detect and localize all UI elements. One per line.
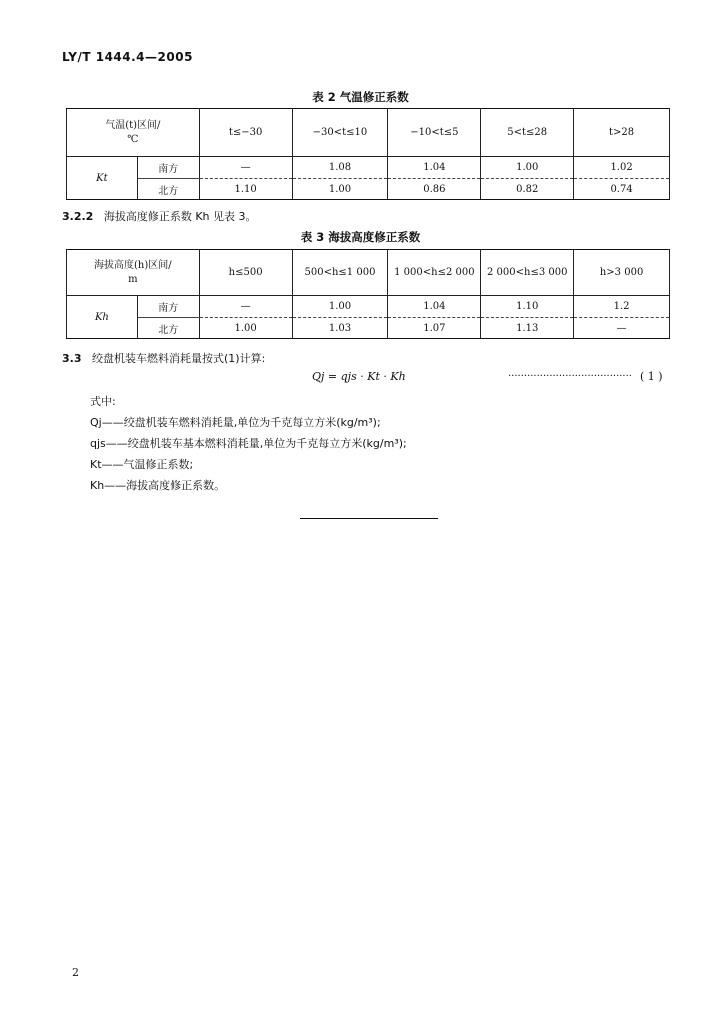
paragraph-3-3-number: 3.3 xyxy=(62,352,82,365)
page-number: 2 xyxy=(72,966,79,979)
definition-item: qjs——绞盘机装车基本燃料消耗量,单位为千克每立方米(kg/m³); xyxy=(90,437,407,450)
table-3-cell: 1.10 xyxy=(481,296,574,318)
formula-expression: Qj = qjs · Kt · Kh xyxy=(312,370,406,383)
table-3-range-5: h>3 000 xyxy=(574,250,670,296)
page-header-standard-number: LY/T 1444.4—2005 xyxy=(62,50,193,64)
table-3-altitude-correction xyxy=(66,249,670,339)
table-2-cell: 0.82 xyxy=(481,179,574,200)
table-3-cell: 1.00 xyxy=(292,296,388,318)
table-2-header-label xyxy=(67,109,200,157)
table-2-cell: 0.86 xyxy=(388,179,481,200)
table-3-range-3: 1 000<h≤2 000 xyxy=(388,250,481,296)
paragraph-3-2-2-number: 3.2.2 xyxy=(62,210,94,223)
table-2-cell: 1.00 xyxy=(292,179,388,200)
table-2-title: 表 2 气温修正系数 xyxy=(312,90,409,104)
table-3-row-label-north: 北方 xyxy=(137,318,199,339)
table-3-row-label-south: 南方 xyxy=(137,296,199,318)
table-3-range-4: 2 000<h≤3 000 xyxy=(481,250,574,296)
table-2-header-label-line2: ℃ xyxy=(127,133,139,145)
table-3-cell: 1.13 xyxy=(481,318,574,339)
table-3-title: 表 3 海拔高度修正系数 xyxy=(300,230,421,244)
table-3-cell: — xyxy=(574,318,670,339)
table-3-cell: — xyxy=(199,296,292,318)
table-3-range-2: 500<h≤1 000 xyxy=(292,250,388,296)
definition-item: Kh——海拔高度修正系数。 xyxy=(90,479,226,492)
paragraph-3-2-2-text: 海拔高度修正系数 Kh 见表 3。 xyxy=(103,210,257,223)
table-2-header-label-line1: 气温(t)区间/ xyxy=(105,119,161,131)
end-rule xyxy=(300,518,438,519)
table-3-cell: 1.2 xyxy=(574,296,670,318)
table-2-cell: 1.00 xyxy=(481,157,574,179)
paragraph-3-3-text: 绞盘机装车燃料消耗量按式(1)计算: xyxy=(92,352,266,365)
table-2-row-symbol: Kt xyxy=(67,157,138,200)
paragraph-3-2-2 xyxy=(62,208,257,224)
table-3-cell: 1.07 xyxy=(388,318,481,339)
formula-leader-dots: ······································· xyxy=(508,371,632,382)
table-2-cell: — xyxy=(199,157,292,179)
table-2-cell: 1.02 xyxy=(574,157,670,179)
definitions-intro: 式中: xyxy=(90,395,116,408)
table-3-header-label-line1: 海拔高度(h)区间/ xyxy=(94,259,172,271)
table-3-cell: 1.00 xyxy=(199,318,292,339)
table-2-row-label-north: 北方 xyxy=(137,179,199,200)
table-2-range-4: 5<t≤28 xyxy=(481,109,574,157)
paragraph-3-3 xyxy=(62,350,265,366)
table-2-row-label-south: 南方 xyxy=(137,157,199,179)
table-3-range-1: h≤500 xyxy=(199,250,292,296)
table-2-range-1: t≤−30 xyxy=(199,109,292,157)
table-2-cell: 1.10 xyxy=(199,179,292,200)
table-3-header-label xyxy=(67,250,200,296)
table-3-row-symbol: Kh xyxy=(67,296,138,339)
table-2-cell: 1.04 xyxy=(388,157,481,179)
formula-number: ( 1 ) xyxy=(640,370,663,383)
table-2-cell: 0.74 xyxy=(574,179,670,200)
table-2-temperature-correction xyxy=(66,108,670,200)
table-2-range-3: −10<t≤5 xyxy=(388,109,481,157)
table-3-header-label-line2: m xyxy=(128,273,138,285)
table-3-cell: 1.03 xyxy=(292,318,388,339)
table-2-cell: 1.08 xyxy=(292,157,388,179)
table-3-cell: 1.04 xyxy=(388,296,481,318)
table-2-range-5: t>28 xyxy=(574,109,670,157)
definition-item: Qj——绞盘机装车燃料消耗量,单位为千克每立方米(kg/m³); xyxy=(90,416,381,429)
table-2-range-2: −30<t≤10 xyxy=(292,109,388,157)
definition-item: Kt——气温修正系数; xyxy=(90,458,194,471)
